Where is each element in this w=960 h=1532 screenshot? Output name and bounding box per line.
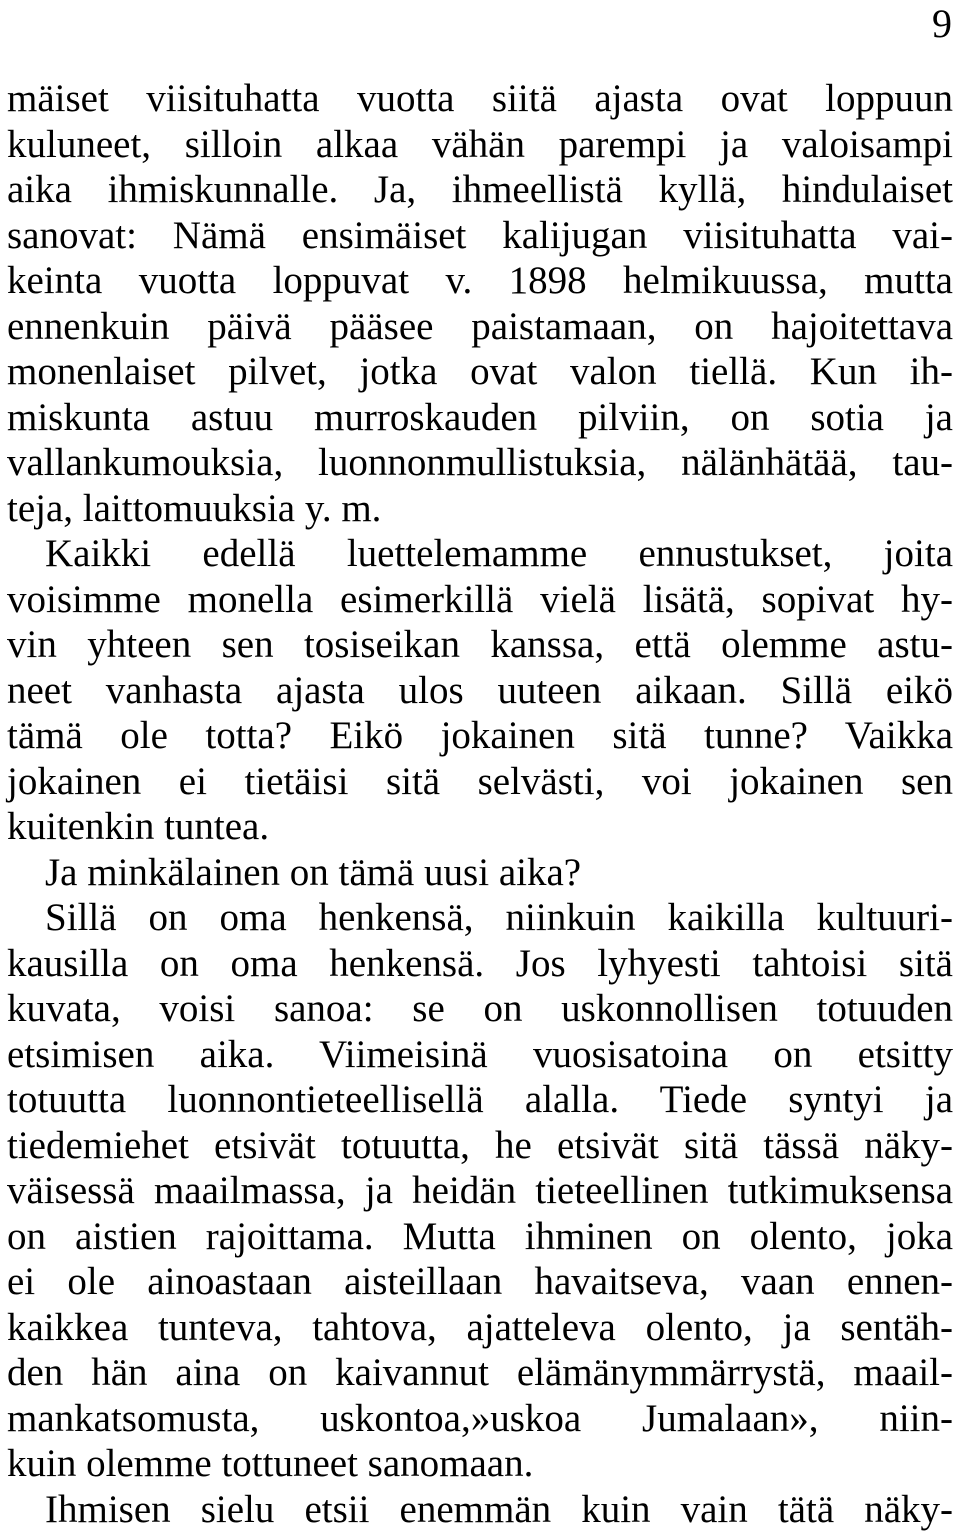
text-line: sanovat: Nämä ensimäiset kalijugan viisituhatta vai- — [7, 213, 953, 259]
text-line: aika ihmiskunnalle. Ja, ihmeellistä kyllä, hindulaiset — [7, 167, 953, 213]
text-line: tiedemiehet etsivät totuutta, he etsivät sitä tässä näky- — [7, 1123, 953, 1169]
text-line: voisimme monella esimerkillä vielä lisätä, sopivat hy- — [7, 577, 953, 623]
page-number: 9 — [932, 2, 952, 46]
text-line: ennenkuin päivä pääsee paistamaan, on hajoitettava — [7, 304, 953, 350]
text-line: väisessä maailmassa, ja heidän tieteellinen tutkimuksensa — [7, 1168, 953, 1214]
text-line: jokainen ei tietäisi sitä selvästi, voi jokainen sen — [7, 759, 953, 805]
text-line: miskunta astuu murroskauden pilviin, on sotia ja — [7, 395, 953, 441]
text-line: Ja minkälainen on tämä uusi aika? — [7, 850, 953, 896]
text-line: on aistien rajoittama. Mutta ihminen on olento, joka — [7, 1214, 953, 1260]
text-line: neet vanhasta ajasta ulos uuteen aikaan. Sillä eikö — [7, 668, 953, 714]
text-line: vallankumouksia, luonnonmullistuksia, nälänhätää, tau- — [7, 440, 953, 486]
text-line: den hän aina on kaivannut elämänymmärrystä, maail- — [7, 1350, 953, 1396]
body-text — [7, 76, 953, 1532]
text-line: totuutta luonnontieteellisellä alalla. Tiede syntyi ja — [7, 1077, 953, 1123]
text-line: kuvata, voisi sanoa: se on uskonnollisen totuuden — [7, 986, 953, 1032]
text-line: kaikkea tunteva, tahtova, ajatteleva olento, ja sentäh- — [7, 1305, 953, 1351]
text-line: mäiset viisituhatta vuotta siitä ajasta ovat loppuun — [7, 76, 953, 122]
text-line: mankatsomusta, uskontoa,»uskoa Jumalaan», niin- — [7, 1396, 953, 1442]
text-line: kausilla on oma henkensä. Jos lyhyesti tahtoisi sitä — [7, 941, 953, 987]
text-line: kuin olemme tottuneet sanomaan. — [7, 1441, 953, 1487]
text-line: ei ole ainoastaan aisteillaan havaitseva, vaan ennen- — [7, 1259, 953, 1305]
text-line: etsimisen aika. Viimeisinä vuosisatoina on etsitty — [7, 1032, 953, 1078]
text-line: vin yhteen sen tosiseikan kanssa, että olemme astu- — [7, 622, 953, 668]
text-line: keinta vuotta loppuvat v. 1898 helmikuussa, mutta — [7, 258, 953, 304]
text-line: Sillä on oma henkensä, niinkuin kaikilla kultuuri- — [7, 895, 953, 941]
text-line: Kaikki edellä luettelemamme ennustukset, joita — [7, 531, 953, 577]
text-line: teja, laittomuuksia y. m. — [7, 486, 953, 532]
text-line: kuluneet, silloin alkaa vähän parempi ja valoisampi — [7, 122, 953, 168]
text-line: kuitenkin tuntea. — [7, 804, 953, 850]
text-line: monenlaiset pilvet, jotka ovat valon tiellä. Kun ih- — [7, 349, 953, 395]
text-line: Ihmisen sielu etsii enemmän kuin vain tätä näky- — [7, 1487, 953, 1532]
text-line: tämä ole totta? Eikö jokainen sitä tunne? Vaikka — [7, 713, 953, 759]
